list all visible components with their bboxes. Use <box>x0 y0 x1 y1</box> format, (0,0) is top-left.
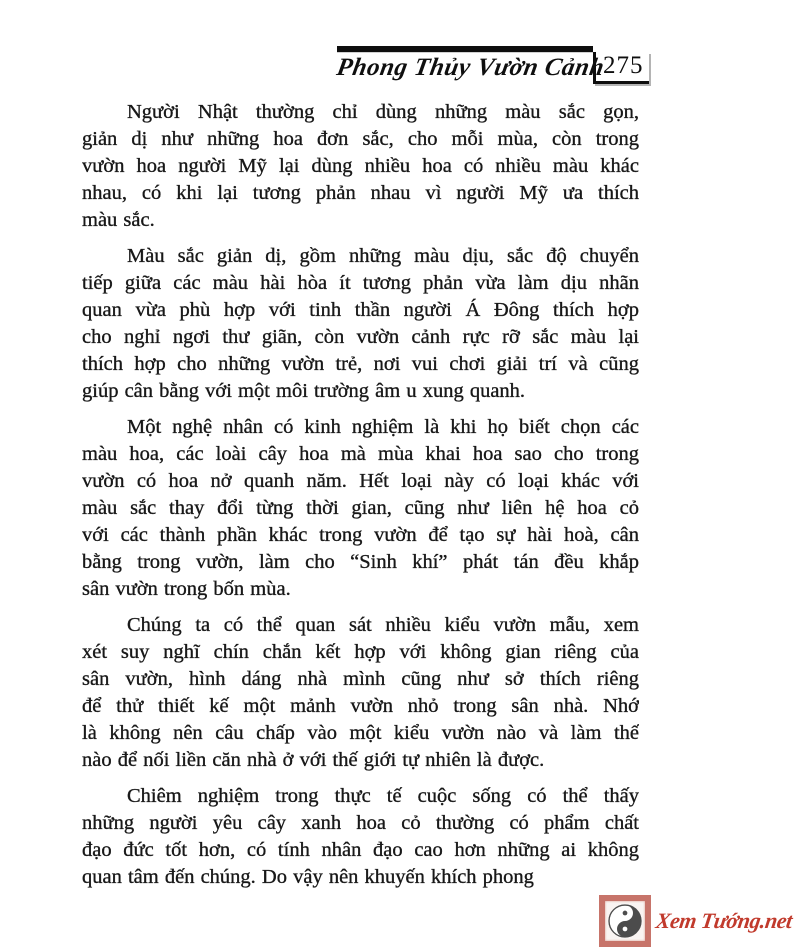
text-line: cho nghỉ ngơi thư giãn, còn vườn cảnh rực rỡ sắc màu lại <box>82 326 639 348</box>
text-line: với các thành phần khác trong vườn để tạo sự hài hoà, cân <box>82 524 639 546</box>
text-line: nào để nối liền căn nhà ở với thế giới tự nhiên là được. <box>82 749 545 771</box>
page-body <box>82 99 639 900</box>
watermark <box>599 895 792 947</box>
page-number: 275 <box>593 52 649 84</box>
text-line: bằng trong vườn, làm cho “Sinh khí” phát tán đều khắp <box>82 551 639 573</box>
text-line: Chiêm nghiệm trong thực tế cuộc sống có thể thấy <box>127 785 639 807</box>
paragraph <box>82 243 639 405</box>
book-title: Phong Thủy Vườn Cảnh <box>334 54 607 81</box>
text-line: Màu sắc giản dị, gồm những màu dịu, sắc độ chuyển <box>127 245 639 267</box>
text-line: giản dị như những hoa đơn sắc, cho mỗi mùa, còn trong <box>82 128 639 150</box>
text-line: giúp cân bằng với một môi trường âm u xung quanh. <box>82 380 526 402</box>
watermark-text: Xem Tướng.net <box>654 908 794 933</box>
text-line: đạo đức tốt hơn, có tính nhân đạo cao hơn những ai không <box>82 839 639 861</box>
text-line: màu sắc. <box>82 209 155 231</box>
text-line: quan tâm đến chúng. Do vậy nên khuyến khích phong <box>82 866 534 888</box>
text-line: nhau, có khi lại tương phản nhau vì người Mỹ ưa thích <box>82 182 639 204</box>
paragraph <box>82 783 639 891</box>
paragraph <box>82 612 639 774</box>
page-header <box>334 46 649 84</box>
text-line: vườn có hoa nở quanh năm. Hết loại này có loại khác với <box>82 470 639 492</box>
text-line: Người Nhật thường chỉ dùng những màu sắc gọn, <box>127 101 639 123</box>
text-line: những người yêu cây xanh hoa cỏ thường có phẩm chất <box>82 812 639 834</box>
text-line: Một nghệ nhân có kinh nghiệm là khi họ biết chọn các <box>127 416 639 438</box>
text-line: thích hợp cho những vườn trẻ, nơi vui chơi giải trí và cũng <box>82 353 639 375</box>
text-line: màu sắc thay đổi từng thời gian, cũng như liên hệ hoa cỏ <box>82 497 639 519</box>
paragraph <box>82 414 639 603</box>
text-line: xét suy nghĩ chín chắn kết hợp với không gian riêng của <box>82 641 639 663</box>
text-line: vườn hoa người Mỹ lại dùng nhiều hoa có nhiều màu khác <box>82 155 639 177</box>
watermark-logo-frame <box>599 895 651 947</box>
text-line: để thử thiết kế một mảnh vườn nhỏ trong sân nhà. Nhớ <box>82 695 639 717</box>
text-line: tiếp giữa các màu hài hòa ít tương phản vừa làm dịu nhãn <box>82 272 639 294</box>
yin-yang-icon <box>608 904 642 938</box>
text-line: sân vườn, hình dáng nhà mình cũng như sở thích riêng <box>82 668 639 690</box>
paragraph <box>82 99 639 234</box>
text-line: Chúng ta có thể quan sát nhiều kiểu vườn mẫu, xem <box>127 614 639 636</box>
text-line: quan vừa phù hợp với tinh thần người Á Đông thích hợp <box>82 299 639 321</box>
text-line: là không nên câu chấp vào một kiểu vườn nào và làm thế <box>82 722 639 744</box>
text-line: sân vườn trong bốn mùa. <box>82 578 291 600</box>
header-title-block <box>334 46 607 83</box>
text-line: màu hoa, các loài cây hoa mà mùa khai hoa sao cho trong <box>82 443 639 465</box>
header-rule <box>337 46 593 52</box>
